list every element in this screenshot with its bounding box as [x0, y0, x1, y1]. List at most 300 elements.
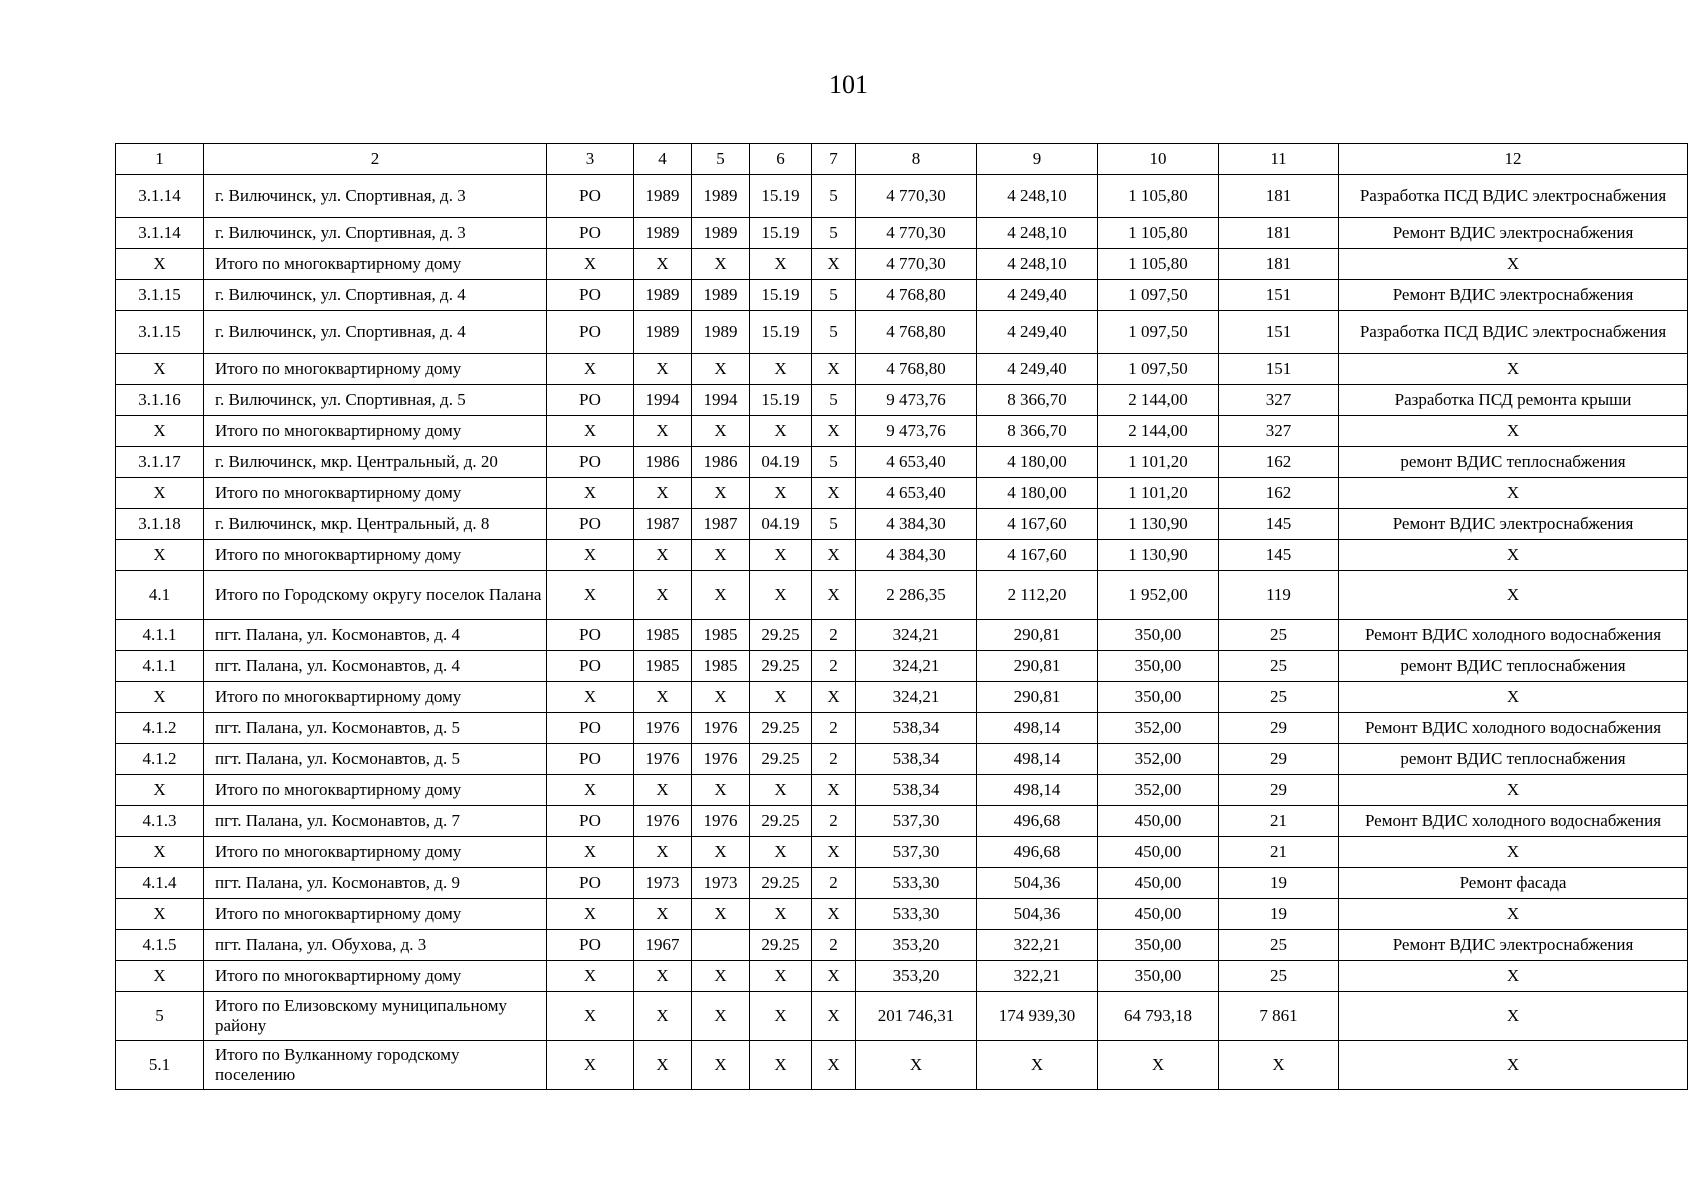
row-number-cell: 4.1.5	[116, 930, 204, 961]
common-area-cell: 352,00	[1098, 775, 1219, 806]
living-area-cell: 322,21	[977, 930, 1098, 961]
residents-cell: 25	[1219, 620, 1339, 651]
common-area-cell: 1 101,20	[1098, 478, 1219, 509]
address-cell: г. Вилючинск, ул. Спортивная, д. 3	[204, 218, 547, 249]
residents-cell: X	[1219, 1041, 1339, 1090]
data-table	[115, 143, 1688, 1090]
work-type-cell: Разработка ПСД ВДИС электроснабжения	[1339, 175, 1688, 218]
address-cell: г. Вилючинск, ул. Спортивная, д. 4	[204, 311, 547, 354]
common-area-cell: 2 144,00	[1098, 385, 1219, 416]
work-type-cell: Разработка ПСД ремонта крыши	[1339, 385, 1688, 416]
code-cell: 15.19	[750, 280, 812, 311]
row-number-cell: X	[116, 837, 204, 868]
work-type-cell: Ремонт ВДИС холодного водоснабжения	[1339, 806, 1688, 837]
code-cell: X	[750, 682, 812, 713]
code-cell: X	[750, 354, 812, 385]
residents-cell: 181	[1219, 175, 1339, 218]
total-area-cell: 9 473,76	[856, 385, 977, 416]
year-built-cell: 1976	[634, 806, 692, 837]
work-type-cell: X	[1339, 249, 1688, 280]
floors-cell: 2	[812, 806, 856, 837]
row-number-cell: 3.1.15	[116, 311, 204, 354]
total-area-cell: 4 384,30	[856, 540, 977, 571]
year-built-cell: 1985	[634, 620, 692, 651]
year-commissioned-cell: X	[692, 961, 750, 992]
residents-cell: 327	[1219, 416, 1339, 447]
address-cell: Итого по многоквартирному дому	[204, 837, 547, 868]
work-type-cell: Ремонт ВДИС электроснабжения	[1339, 218, 1688, 249]
table-row	[116, 416, 1688, 447]
work-type-cell: X	[1339, 540, 1688, 571]
table-row	[116, 540, 1688, 571]
table-row	[116, 713, 1688, 744]
common-area-cell: 1 105,80	[1098, 218, 1219, 249]
residents-cell: 29	[1219, 713, 1339, 744]
table-row	[116, 992, 1688, 1041]
living-area-cell: 498,14	[977, 744, 1098, 775]
year-built-cell: 1973	[634, 868, 692, 899]
floors-cell: X	[812, 899, 856, 930]
common-area-cell: 1 097,50	[1098, 354, 1219, 385]
year-commissioned-cell: 1987	[692, 509, 750, 540]
year-built-cell: 1976	[634, 713, 692, 744]
year-commissioned-cell: 1976	[692, 806, 750, 837]
row-number-cell: 4.1	[116, 571, 204, 620]
common-area-cell: 350,00	[1098, 930, 1219, 961]
code-cell: 29.25	[750, 651, 812, 682]
residents-cell: 151	[1219, 311, 1339, 354]
year-built-cell: 1987	[634, 509, 692, 540]
row-number-cell: 4.1.4	[116, 868, 204, 899]
header-cell: 5	[692, 144, 750, 175]
total-area-cell: 533,30	[856, 899, 977, 930]
year-commissioned-cell: 1973	[692, 868, 750, 899]
living-area-cell: 504,36	[977, 868, 1098, 899]
common-area-cell: 1 105,80	[1098, 175, 1219, 218]
object-type-cell: РО	[547, 311, 634, 354]
table-row	[116, 806, 1688, 837]
address-cell: пгт. Палана, ул. Обухова, д. 3	[204, 930, 547, 961]
address-cell: Итого по Елизовскому муниципальному району	[204, 992, 547, 1041]
living-area-cell: 496,68	[977, 837, 1098, 868]
living-area-cell: 496,68	[977, 806, 1098, 837]
object-type-cell: X	[547, 682, 634, 713]
year-built-cell: 1989	[634, 280, 692, 311]
table-row	[116, 775, 1688, 806]
code-cell: X	[750, 837, 812, 868]
code-cell: 15.19	[750, 175, 812, 218]
floors-cell: 5	[812, 385, 856, 416]
floors-cell: X	[812, 961, 856, 992]
year-commissioned-cell: X	[692, 540, 750, 571]
table-row	[116, 354, 1688, 385]
living-area-cell: 2 112,20	[977, 571, 1098, 620]
floors-cell: 2	[812, 744, 856, 775]
year-commissioned-cell: 1989	[692, 175, 750, 218]
living-area-cell: 4 167,60	[977, 509, 1098, 540]
code-cell: X	[750, 775, 812, 806]
year-commissioned-cell: 1994	[692, 385, 750, 416]
table-row	[116, 837, 1688, 868]
row-number-cell: X	[116, 682, 204, 713]
object-type-cell: X	[547, 416, 634, 447]
work-type-cell: Ремонт ВДИС электроснабжения	[1339, 930, 1688, 961]
living-area-cell: 4 248,10	[977, 175, 1098, 218]
year-built-cell: 1989	[634, 218, 692, 249]
code-cell: X	[750, 992, 812, 1041]
address-cell: Итого по многоквартирному дому	[204, 682, 547, 713]
floors-cell: 2	[812, 930, 856, 961]
year-built-cell: X	[634, 540, 692, 571]
row-number-cell: X	[116, 354, 204, 385]
year-commissioned-cell: 1976	[692, 713, 750, 744]
work-type-cell: Разработка ПСД ВДИС электроснабжения	[1339, 311, 1688, 354]
total-area-cell: 353,20	[856, 961, 977, 992]
common-area-cell: 350,00	[1098, 961, 1219, 992]
object-type-cell: X	[547, 899, 634, 930]
year-built-cell: 1989	[634, 311, 692, 354]
code-cell: 29.25	[750, 713, 812, 744]
year-commissioned-cell: 1985	[692, 651, 750, 682]
residents-cell: 151	[1219, 280, 1339, 311]
living-area-cell: 4 167,60	[977, 540, 1098, 571]
work-type-cell: ремонт ВДИС теплоснабжения	[1339, 744, 1688, 775]
year-commissioned-cell: 1989	[692, 218, 750, 249]
table-row	[116, 218, 1688, 249]
address-cell: г. Вилючинск, ул. Спортивная, д. 4	[204, 280, 547, 311]
year-built-cell: X	[634, 478, 692, 509]
year-built-cell: 1986	[634, 447, 692, 478]
year-commissioned-cell	[692, 930, 750, 961]
floors-cell: 2	[812, 713, 856, 744]
living-area-cell: 498,14	[977, 713, 1098, 744]
work-type-cell: ремонт ВДИС теплоснабжения	[1339, 651, 1688, 682]
living-area-cell: 290,81	[977, 651, 1098, 682]
row-number-cell: X	[116, 961, 204, 992]
row-number-cell: 4.1.1	[116, 651, 204, 682]
year-built-cell: X	[634, 837, 692, 868]
object-type-cell: РО	[547, 868, 634, 899]
year-commissioned-cell: X	[692, 992, 750, 1041]
total-area-cell: 201 746,31	[856, 992, 977, 1041]
row-number-cell: 5.1	[116, 1041, 204, 1090]
work-type-cell: X	[1339, 837, 1688, 868]
total-area-cell: 9 473,76	[856, 416, 977, 447]
work-type-cell: X	[1339, 682, 1688, 713]
total-area-cell: 4 384,30	[856, 509, 977, 540]
table-row	[116, 509, 1688, 540]
row-number-cell: 3.1.15	[116, 280, 204, 311]
object-type-cell: РО	[547, 930, 634, 961]
code-cell: 04.19	[750, 509, 812, 540]
work-type-cell: X	[1339, 961, 1688, 992]
common-area-cell: 2 144,00	[1098, 416, 1219, 447]
year-commissioned-cell: X	[692, 249, 750, 280]
row-number-cell: 4.1.3	[116, 806, 204, 837]
table-row	[116, 620, 1688, 651]
year-commissioned-cell: X	[692, 837, 750, 868]
address-cell: г. Вилючинск, ул. Спортивная, д. 5	[204, 385, 547, 416]
living-area-cell: 8 366,70	[977, 385, 1098, 416]
row-number-cell: 3.1.18	[116, 509, 204, 540]
year-built-cell: X	[634, 682, 692, 713]
address-cell: Итого по многоквартирному дому	[204, 354, 547, 385]
living-area-cell: 498,14	[977, 775, 1098, 806]
common-area-cell: 1 097,50	[1098, 311, 1219, 354]
living-area-cell: 4 248,10	[977, 218, 1098, 249]
common-area-cell: 1 952,00	[1098, 571, 1219, 620]
living-area-cell: 4 180,00	[977, 478, 1098, 509]
year-commissioned-cell: X	[692, 571, 750, 620]
total-area-cell: 324,21	[856, 620, 977, 651]
floors-cell: 2	[812, 620, 856, 651]
address-cell: пгт. Палана, ул. Космонавтов, д. 4	[204, 620, 547, 651]
total-area-cell: 2 286,35	[856, 571, 977, 620]
total-area-cell: 537,30	[856, 806, 977, 837]
table-row	[116, 447, 1688, 478]
common-area-cell: 450,00	[1098, 837, 1219, 868]
object-type-cell: X	[547, 961, 634, 992]
common-area-cell: 1 130,90	[1098, 509, 1219, 540]
living-area-cell: 504,36	[977, 899, 1098, 930]
row-number-cell: X	[116, 899, 204, 930]
floors-cell: 5	[812, 218, 856, 249]
code-cell: X	[750, 478, 812, 509]
year-built-cell: 1994	[634, 385, 692, 416]
floors-cell: X	[812, 837, 856, 868]
address-cell: Итого по многоквартирному дому	[204, 775, 547, 806]
header-cell: 8	[856, 144, 977, 175]
living-area-cell: 290,81	[977, 682, 1098, 713]
year-commissioned-cell: X	[692, 416, 750, 447]
total-area-cell: 538,34	[856, 713, 977, 744]
work-type-cell: Ремонт ВДИС электроснабжения	[1339, 280, 1688, 311]
common-area-cell: 450,00	[1098, 899, 1219, 930]
table-row	[116, 682, 1688, 713]
residents-cell: 25	[1219, 961, 1339, 992]
work-type-cell: Ремонт ВДИС электроснабжения	[1339, 509, 1688, 540]
living-area-cell: 174 939,30	[977, 992, 1098, 1041]
floors-cell: X	[812, 540, 856, 571]
total-area-cell: 4 770,30	[856, 175, 977, 218]
total-area-cell: 537,30	[856, 837, 977, 868]
table-row	[116, 249, 1688, 280]
address-cell: Итого по многоквартирному дому	[204, 416, 547, 447]
total-area-cell: 324,21	[856, 682, 977, 713]
floors-cell: X	[812, 249, 856, 280]
table-row	[116, 385, 1688, 416]
row-number-cell: 4.1.2	[116, 744, 204, 775]
address-cell: Итого по Городскому округу поселок Палана	[204, 571, 547, 620]
year-built-cell: X	[634, 571, 692, 620]
table-row	[116, 1041, 1688, 1090]
common-area-cell: 350,00	[1098, 620, 1219, 651]
year-built-cell: X	[634, 961, 692, 992]
header-cell: 2	[204, 144, 547, 175]
year-commissioned-cell: 1986	[692, 447, 750, 478]
year-commissioned-cell: X	[692, 354, 750, 385]
code-cell: 29.25	[750, 868, 812, 899]
common-area-cell: 350,00	[1098, 651, 1219, 682]
total-area-cell: 4 770,30	[856, 218, 977, 249]
floors-cell: 5	[812, 175, 856, 218]
work-type-cell: X	[1339, 478, 1688, 509]
residents-cell: 29	[1219, 744, 1339, 775]
year-commissioned-cell: 1989	[692, 280, 750, 311]
row-number-cell: X	[116, 478, 204, 509]
code-cell: 29.25	[750, 806, 812, 837]
residents-cell: 162	[1219, 447, 1339, 478]
object-type-cell: X	[547, 478, 634, 509]
year-commissioned-cell: 1976	[692, 744, 750, 775]
code-cell: X	[750, 416, 812, 447]
table-row	[116, 478, 1688, 509]
object-type-cell: X	[547, 775, 634, 806]
floors-cell: 2	[812, 868, 856, 899]
work-type-cell: Ремонт ВДИС холодного водоснабжения	[1339, 713, 1688, 744]
table-row	[116, 899, 1688, 930]
common-area-cell: X	[1098, 1041, 1219, 1090]
residents-cell: 21	[1219, 837, 1339, 868]
total-area-cell: X	[856, 1041, 977, 1090]
total-area-cell: 353,20	[856, 930, 977, 961]
object-type-cell: РО	[547, 280, 634, 311]
common-area-cell: 352,00	[1098, 713, 1219, 744]
address-cell: г. Вилючинск, мкр. Центральный, д. 20	[204, 447, 547, 478]
living-area-cell: 4 249,40	[977, 311, 1098, 354]
residents-cell: 181	[1219, 218, 1339, 249]
floors-cell: 5	[812, 447, 856, 478]
common-area-cell: 1 097,50	[1098, 280, 1219, 311]
year-built-cell: X	[634, 1041, 692, 1090]
living-area-cell: 322,21	[977, 961, 1098, 992]
common-area-cell: 1 130,90	[1098, 540, 1219, 571]
address-cell: Итого по многоквартирному дому	[204, 540, 547, 571]
year-commissioned-cell: X	[692, 1041, 750, 1090]
code-cell: 15.19	[750, 218, 812, 249]
object-type-cell: РО	[547, 713, 634, 744]
object-type-cell: РО	[547, 620, 634, 651]
living-area-cell: 8 366,70	[977, 416, 1098, 447]
address-cell: пгт. Палана, ул. Космонавтов, д. 5	[204, 713, 547, 744]
total-area-cell: 4 653,40	[856, 447, 977, 478]
code-cell: 15.19	[750, 385, 812, 416]
common-area-cell: 352,00	[1098, 744, 1219, 775]
table-row	[116, 868, 1688, 899]
header-cell: 3	[547, 144, 634, 175]
total-area-cell: 324,21	[856, 651, 977, 682]
row-number-cell: X	[116, 249, 204, 280]
object-type-cell: X	[547, 571, 634, 620]
object-type-cell: РО	[547, 385, 634, 416]
address-cell: пгт. Палана, ул. Космонавтов, д. 7	[204, 806, 547, 837]
header-cell: 6	[750, 144, 812, 175]
residents-cell: 19	[1219, 868, 1339, 899]
code-cell: 15.19	[750, 311, 812, 354]
total-area-cell: 4 653,40	[856, 478, 977, 509]
code-cell: X	[750, 961, 812, 992]
object-type-cell: РО	[547, 175, 634, 218]
row-number-cell: 4.1.2	[116, 713, 204, 744]
year-built-cell: 1967	[634, 930, 692, 961]
year-built-cell: 1989	[634, 175, 692, 218]
floors-cell: X	[812, 992, 856, 1041]
floors-cell: X	[812, 416, 856, 447]
address-cell: Итого по многоквартирному дому	[204, 961, 547, 992]
object-type-cell: РО	[547, 509, 634, 540]
common-area-cell: 350,00	[1098, 682, 1219, 713]
work-type-cell: X	[1339, 1041, 1688, 1090]
total-area-cell: 538,34	[856, 744, 977, 775]
row-number-cell: X	[116, 416, 204, 447]
address-cell: пгт. Палана, ул. Космонавтов, д. 9	[204, 868, 547, 899]
living-area-cell: 290,81	[977, 620, 1098, 651]
row-number-cell: 4.1.1	[116, 620, 204, 651]
address-cell: г. Вилючинск, мкр. Центральный, д. 8	[204, 509, 547, 540]
common-area-cell: 64 793,18	[1098, 992, 1219, 1041]
work-type-cell: X	[1339, 416, 1688, 447]
year-built-cell: X	[634, 775, 692, 806]
code-cell: X	[750, 249, 812, 280]
work-type-cell: X	[1339, 354, 1688, 385]
table-row	[116, 175, 1688, 218]
year-commissioned-cell: 1985	[692, 620, 750, 651]
code-cell: X	[750, 1041, 812, 1090]
code-cell: X	[750, 571, 812, 620]
object-type-cell: X	[547, 837, 634, 868]
row-number-cell: X	[116, 540, 204, 571]
year-built-cell: 1976	[634, 744, 692, 775]
residents-cell: 145	[1219, 540, 1339, 571]
code-cell: X	[750, 540, 812, 571]
floors-cell: X	[812, 775, 856, 806]
residents-cell: 151	[1219, 354, 1339, 385]
object-type-cell: РО	[547, 218, 634, 249]
living-area-cell: 4 249,40	[977, 280, 1098, 311]
object-type-cell: X	[547, 992, 634, 1041]
year-built-cell: X	[634, 899, 692, 930]
code-cell: X	[750, 899, 812, 930]
work-type-cell: Ремонт ВДИС холодного водоснабжения	[1339, 620, 1688, 651]
year-built-cell: X	[634, 249, 692, 280]
row-number-cell: 3.1.14	[116, 175, 204, 218]
residents-cell: 145	[1219, 509, 1339, 540]
address-cell: Итого по многоквартирному дому	[204, 478, 547, 509]
year-built-cell: X	[634, 416, 692, 447]
residents-cell: 162	[1219, 478, 1339, 509]
row-number-cell: 5	[116, 992, 204, 1041]
common-area-cell: 1 101,20	[1098, 447, 1219, 478]
work-type-cell: X	[1339, 899, 1688, 930]
table-row	[116, 930, 1688, 961]
residents-cell: 25	[1219, 930, 1339, 961]
address-cell: г. Вилючинск, ул. Спортивная, д. 3	[204, 175, 547, 218]
year-built-cell: X	[634, 992, 692, 1041]
residents-cell: 327	[1219, 385, 1339, 416]
floors-cell: X	[812, 682, 856, 713]
object-type-cell: РО	[547, 744, 634, 775]
common-area-cell: 1 105,80	[1098, 249, 1219, 280]
code-cell: 29.25	[750, 744, 812, 775]
floors-cell: 5	[812, 311, 856, 354]
row-number-cell: 3.1.16	[116, 385, 204, 416]
floors-cell: X	[812, 571, 856, 620]
table-row	[116, 744, 1688, 775]
year-commissioned-cell: X	[692, 899, 750, 930]
total-area-cell: 4 770,30	[856, 249, 977, 280]
header-cell: 11	[1219, 144, 1339, 175]
table-row	[116, 280, 1688, 311]
